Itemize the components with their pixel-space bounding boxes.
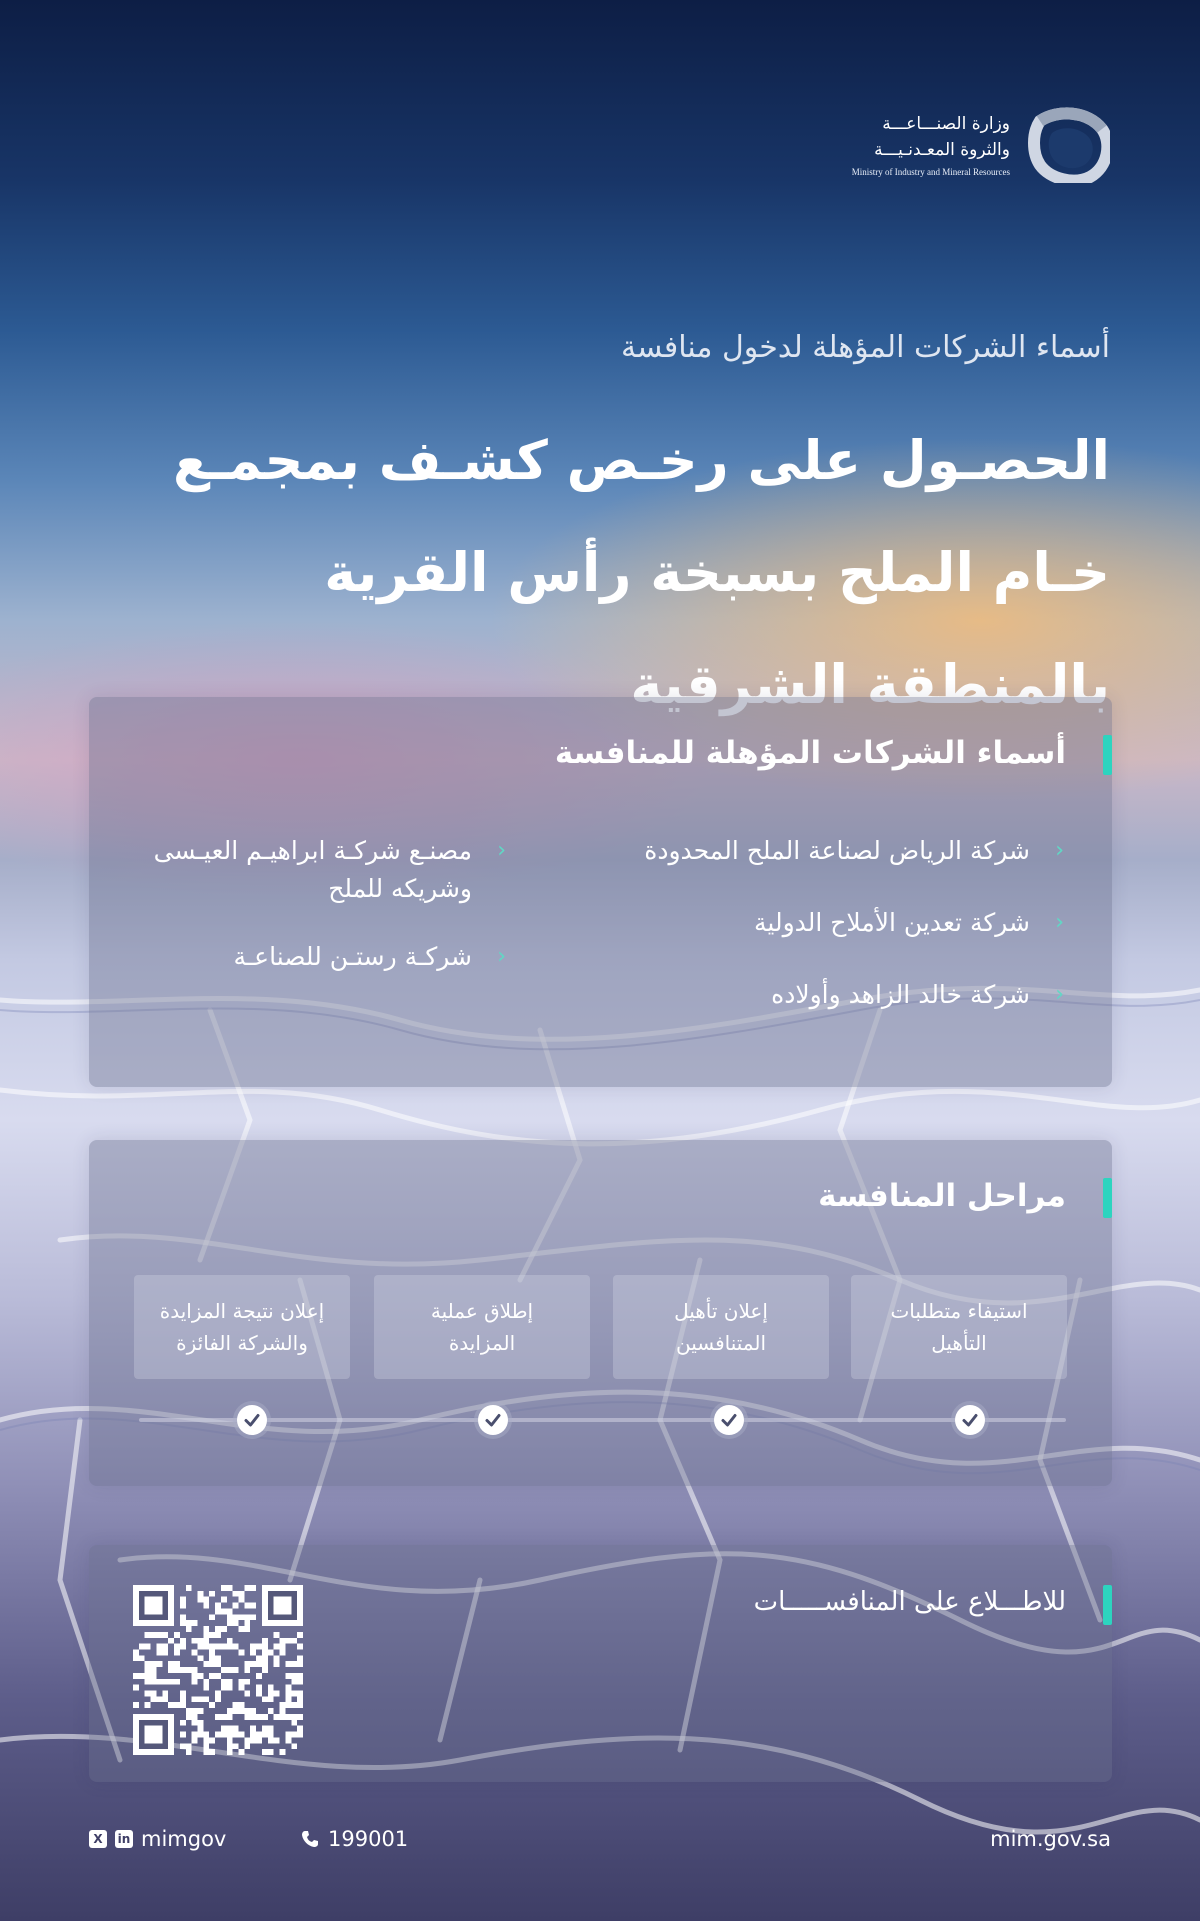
section-accent-bar	[1103, 1178, 1112, 1218]
chevron-left-icon: ‹	[1055, 838, 1064, 863]
qualified-companies-title: أسماء الشركات المؤهلة للمنافسة	[554, 735, 1066, 771]
list-item	[604, 976, 1064, 1014]
stage-card	[851, 1275, 1067, 1379]
footer-phone	[300, 1827, 408, 1851]
stage-label: استيفاء متطلبات التأهيل	[890, 1299, 1028, 1355]
stage-label: إعلان تأهيل المتنافسين	[674, 1299, 768, 1355]
list-item	[146, 938, 506, 976]
list-item	[604, 832, 1064, 870]
stage-card	[134, 1275, 350, 1379]
ministry-logo	[820, 105, 1110, 185]
check-icon	[478, 1405, 508, 1435]
website-link[interactable]: mim.gov.sa	[990, 1827, 1111, 1851]
company-name: شركة الرياض لصناعة الملح المحدودة	[644, 836, 1030, 865]
ministry-name	[852, 111, 1010, 177]
chevron-left-icon: ‹	[497, 838, 506, 863]
check-icon	[955, 1405, 985, 1435]
company-name: شركة تعدين الأملاح الدولية	[754, 908, 1030, 937]
stage-label: إعلان نتيجة المزايدة والشركة الفائزة	[159, 1299, 325, 1355]
section-accent-bar	[1103, 735, 1112, 775]
company-name: شركـة رستـن للصناعـة	[233, 942, 472, 971]
company-name: مصنـع شركـة ابراهيـم العيـسى وشريكه للملح	[153, 836, 472, 903]
ministry-name-ar-line1: وزارة الصنـــاعـــة	[882, 114, 1010, 134]
stage-card	[374, 1275, 590, 1379]
phone-icon	[300, 1829, 320, 1849]
competitions-link-text[interactable]: للاطـــلاع على المنافســـــات	[753, 1587, 1066, 1617]
chevron-left-icon: ‹	[1055, 982, 1064, 1007]
competition-stages-panel	[89, 1140, 1112, 1486]
competitions-link-panel	[89, 1545, 1112, 1782]
stage-card	[613, 1275, 829, 1379]
companies-list-left	[146, 832, 506, 1006]
check-icon	[714, 1405, 744, 1435]
list-item	[146, 832, 506, 908]
page-subtitle: أسماء الشركات المؤهلة لدخول منافسة	[621, 330, 1110, 365]
ministry-name-ar-line2: والثروة المعـدنـيـــة	[874, 140, 1010, 160]
chevron-left-icon: ‹	[497, 944, 506, 969]
x-icon[interactable]: X	[89, 1830, 107, 1848]
ministry-logo-icon	[1028, 107, 1110, 183]
section-accent-bar	[1103, 1585, 1112, 1625]
footer-website	[990, 1827, 1111, 1851]
companies-list-right	[604, 832, 1064, 1048]
chevron-left-icon: ‹	[1055, 910, 1064, 935]
company-name: شركة خالد الزاهد وأولاده	[771, 980, 1030, 1009]
social-handle[interactable]: mimgov	[141, 1827, 227, 1851]
linkedin-icon[interactable]: in	[115, 1830, 133, 1848]
ministry-name-en: Ministry of Industry and Mineral Resources	[851, 167, 1010, 177]
page-title: الحصـول على رخـص كشـف بمجمـع خـام الملح بسبخة رأس القرية بالمنطقة الشرقية	[172, 429, 1110, 716]
phone-number[interactable]: 199001	[328, 1827, 409, 1851]
stages-progress-track	[139, 1418, 1066, 1422]
footer-social	[89, 1827, 226, 1851]
check-icon	[237, 1405, 267, 1435]
qr-code-icon[interactable]	[133, 1585, 303, 1755]
list-item	[604, 904, 1064, 942]
competition-stages-title: مراحل المنافسة	[818, 1178, 1066, 1214]
stage-label: إطلاق عملية المزايدة	[430, 1299, 534, 1355]
qualified-companies-panel	[89, 697, 1112, 1087]
